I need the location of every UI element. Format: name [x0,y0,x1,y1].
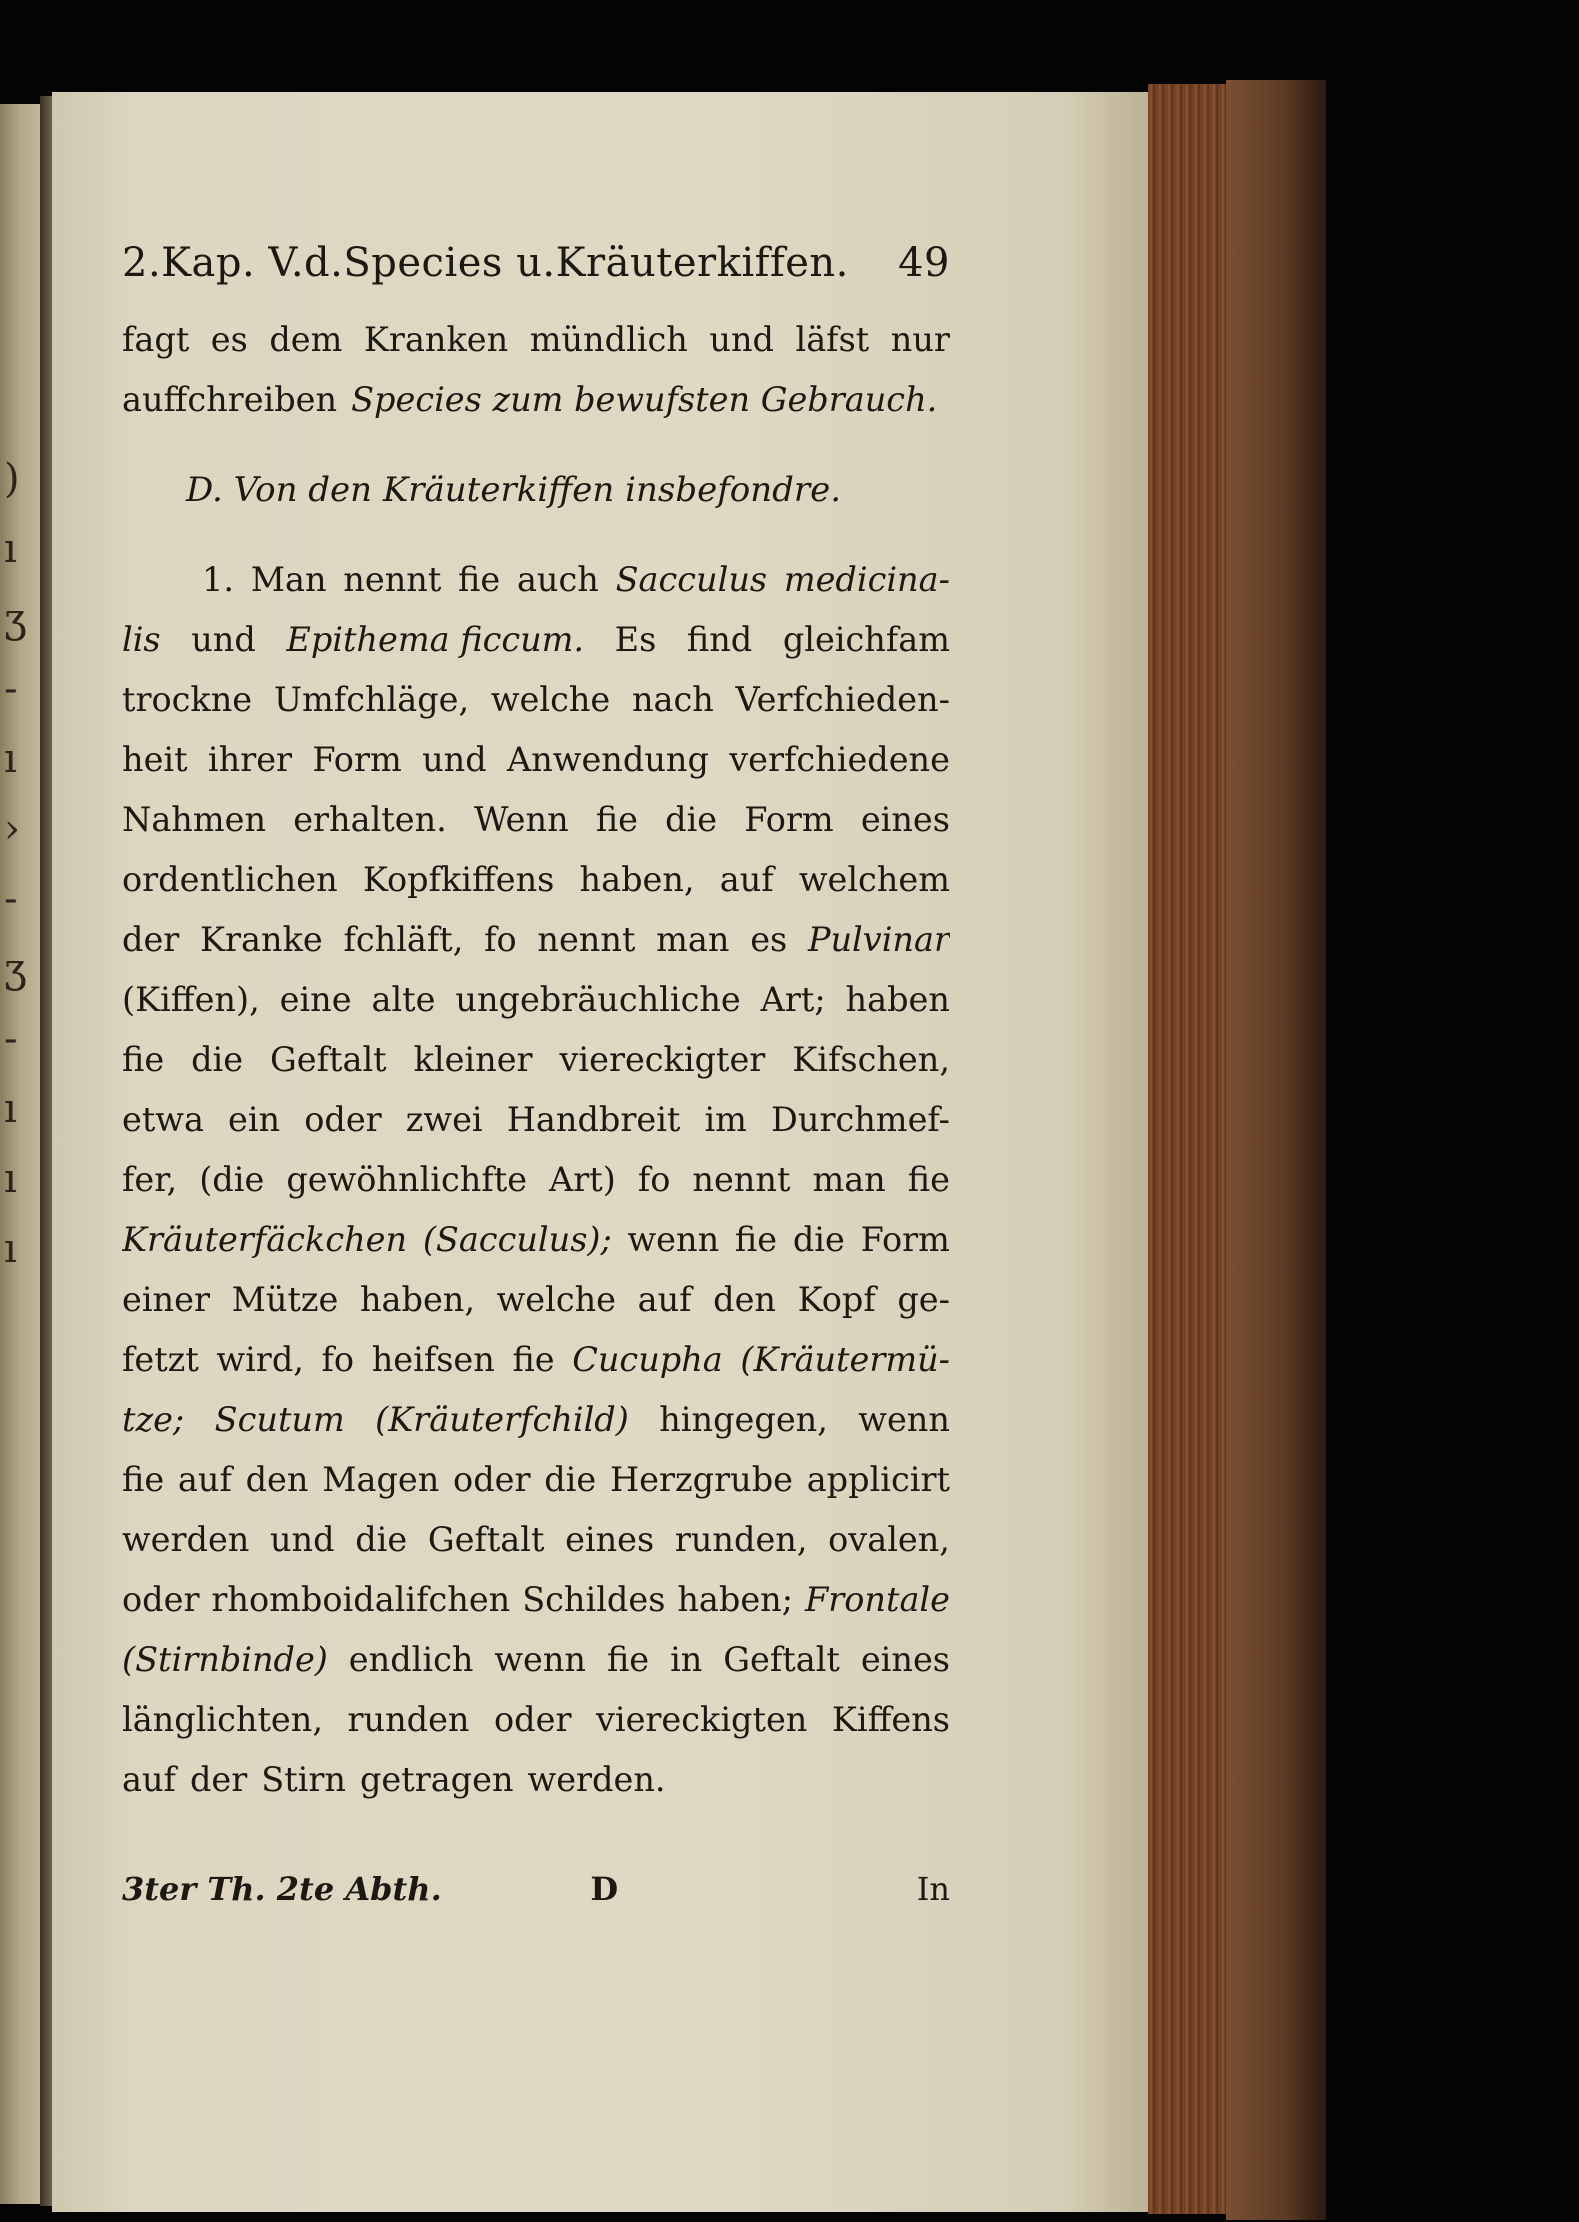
word: werden [122,1520,250,1559]
word: die [544,1460,597,1499]
word: dem [269,320,343,359]
word: Sacculus [615,560,768,599]
word: die [355,1520,408,1559]
word: auf [177,1460,232,1499]
word: fetzt [122,1340,199,1379]
word: etwa [122,1100,204,1139]
word: einer [122,1280,210,1319]
word: werden. [527,1760,666,1799]
text-line [122,1210,950,1270]
word: ge- [897,1280,950,1319]
word: Art; [760,980,826,1019]
word: Kranken [363,320,509,359]
word: nach [631,680,714,719]
bleed-mark: ı [4,526,17,572]
word: fagt [122,320,190,359]
word: die [191,1040,244,1079]
word: nur [890,320,950,359]
word: Stirn [261,1760,346,1799]
word: (Kräuterfchild) [375,1400,629,1439]
word: in [670,1640,703,1679]
bleed-mark: ) [4,456,20,502]
word: fie [595,800,638,839]
word: Handbreit [506,1100,681,1139]
word: welchem [798,860,950,899]
running-head [122,240,950,286]
word: und [269,1520,335,1559]
word: den [713,1280,777,1319]
sheet-mark: D [590,1870,619,1908]
word: eines [860,800,950,839]
bleed-mark: ı [4,1156,17,1202]
word: fchläft, [343,920,464,959]
word: wenn [858,1400,950,1439]
bleed-mark: ʒ [4,596,27,642]
word: gleichfam [782,620,950,659]
word: viereckigter [559,1040,766,1079]
text-line [122,730,950,790]
word: Form [860,1220,950,1259]
word: Art) [549,1160,616,1199]
word: fie [907,1160,950,1199]
word: läfst [795,320,870,359]
word: applicirt [806,1460,950,1499]
word: Geftalt [270,1040,387,1079]
text-line [122,1030,950,1090]
text-line [122,1690,950,1750]
bleed-mark: ı [4,1086,17,1132]
word: Form [744,800,834,839]
word: fo [484,920,517,959]
word: auf [637,1280,692,1319]
word: alte [371,980,436,1019]
catchword: In [916,1870,950,1908]
word: verfchiedene [729,740,950,779]
word: eine [279,980,352,1019]
text-line [122,1510,950,1570]
text-line [122,1570,950,1630]
word: und [191,620,256,659]
word: haben; [677,1580,794,1619]
word: es [210,320,248,359]
word: Es [614,620,657,659]
text-line [122,610,950,670]
word: Form [312,740,402,779]
word: den [245,1460,309,1499]
word: mündlich [529,320,688,359]
word: auf [719,860,774,899]
word: gewöhnlichfte [286,1160,528,1199]
word: Pulvinar [807,920,950,959]
bleed-mark: › [4,806,20,852]
word: Wenn [473,800,569,839]
text-line [122,310,950,370]
word: eines [860,1640,950,1679]
word: Kiffens [831,1700,950,1739]
text-line [122,670,950,730]
word: viereckigten [595,1700,808,1739]
word: runden [347,1700,470,1739]
bleed-mark: - [4,666,18,712]
word: Frontale [804,1580,950,1619]
word: Kranke [200,920,323,959]
word: wird, [216,1340,304,1379]
word: oder [304,1100,382,1139]
page-edges [1148,84,1226,2214]
word: ungebräuchliche [455,980,741,1019]
word: heit [122,740,188,779]
word: Kifschen, [792,1040,950,1079]
word: haben [845,980,950,1019]
text-line [122,850,950,910]
word: fer, [122,1160,178,1199]
word: find [686,620,753,659]
word: länglichten, [122,1700,323,1739]
word: ordentlichen [122,860,338,899]
text-line [122,1330,950,1390]
word: Anwendung [507,740,709,779]
word: oder [122,1580,200,1619]
word: der [189,1760,248,1799]
word: (Kiffen), [122,980,260,1019]
word: Kräuterfäckchen [122,1220,408,1259]
word: wenn [494,1640,587,1679]
word: fie [122,1460,165,1499]
word: die [665,800,718,839]
word: oder [494,1700,572,1739]
word: getragen [359,1760,514,1799]
word: Durchmef- [771,1100,950,1139]
left-page-bleed-marks [4,444,27,1284]
signature-mark: 3ter Th. 2te Abth. [122,1870,442,1908]
word: trockne [122,680,253,719]
text-line [122,1450,950,1510]
body-text [122,310,950,1810]
word: Cucupha [572,1340,723,1379]
word: haben, [579,860,695,899]
text-line [122,1090,950,1150]
word: der [122,920,180,959]
text-line [122,1270,950,1330]
word: lis [122,620,161,659]
book-cover-edge [1226,80,1326,2220]
bleed-mark: ı [4,736,17,782]
word: auffchreiben [122,380,338,419]
word: fie [512,1340,555,1379]
word: ihrer [207,740,293,779]
running-head-title: 2.Kap. V.d.Species u.Kräuterkiffen. [122,240,849,286]
word: eines [565,1520,655,1559]
text-line [122,970,950,1030]
page-footer [122,1870,950,1908]
word: und [709,320,774,359]
word: man [812,1160,886,1199]
page-number: 49 [898,240,950,286]
word: welche [490,680,611,719]
bleed-mark: ı [4,1226,17,1272]
word: Geftalt [427,1520,545,1559]
word: heifsen [371,1340,495,1379]
word: Geftalt [723,1640,840,1679]
text-line [122,910,950,970]
word: im [704,1100,747,1139]
word: (Sacculus); [422,1220,612,1259]
word: fie [734,1220,778,1259]
word: oder [453,1460,531,1499]
word: nennt [692,1160,791,1199]
word: Species zum bewufsten Gebrauch. [351,380,938,419]
word: Epithema ficcum. [286,620,585,659]
word: fie [458,560,501,599]
word: es [750,920,788,959]
word: medicina- [783,560,950,599]
word: endlich [348,1640,474,1679]
word: welche [496,1280,617,1319]
text-line [122,1630,950,1690]
word: Umfchläge, [273,680,470,719]
word: hingegen, [659,1400,828,1439]
word: 1. [202,560,234,599]
text-line [122,370,950,430]
word: Schildes [522,1580,666,1619]
word: runden, [674,1520,808,1559]
word: fo [637,1160,671,1199]
word: Scutum [214,1400,345,1439]
text-line [122,1390,950,1450]
word: (Stirnbinde) [122,1640,328,1679]
word: man [656,920,730,959]
page-text-block [122,240,950,1908]
word: Mütze [231,1280,339,1319]
word: auf [122,1760,176,1799]
text-line [122,550,950,610]
word: (Kräutermü- [740,1340,950,1379]
text-line [122,1750,950,1810]
word: zwei [405,1100,483,1139]
word: fie [606,1640,650,1679]
word: Kopf [797,1280,876,1319]
word: Magen [322,1460,440,1499]
spacer [122,430,950,460]
text-line [122,790,950,850]
bleed-mark: - [4,1016,18,1062]
word: rhomboidalifchen [211,1580,511,1619]
word: und [422,740,487,779]
word: wenn [627,1220,720,1259]
bleed-mark: - [4,876,18,922]
bleed-mark: ʒ [4,946,27,992]
word: (die [199,1160,265,1199]
word: ein [228,1100,281,1139]
word: nennt [537,920,636,959]
word: die [792,1220,845,1259]
word: nennt [343,560,442,599]
word: haben, [359,1280,476,1319]
word: Herzgrube [609,1460,793,1499]
section-heading: D. Von den Kräuterkiffen insbefondre. [186,470,842,510]
word: erhalten. [293,800,447,839]
word: Nahmen [122,800,267,839]
word: tze; [122,1400,185,1439]
word: Verfchieden- [735,680,950,719]
text-line [122,1150,950,1210]
spacer [122,520,950,550]
word: auch [516,560,599,599]
word: fo [321,1340,355,1379]
word: kleiner [413,1040,533,1079]
word: fie [122,1040,165,1079]
word: ovalen, [828,1520,950,1559]
word: Man [250,560,327,599]
word: Kopfkiffens [362,860,555,899]
